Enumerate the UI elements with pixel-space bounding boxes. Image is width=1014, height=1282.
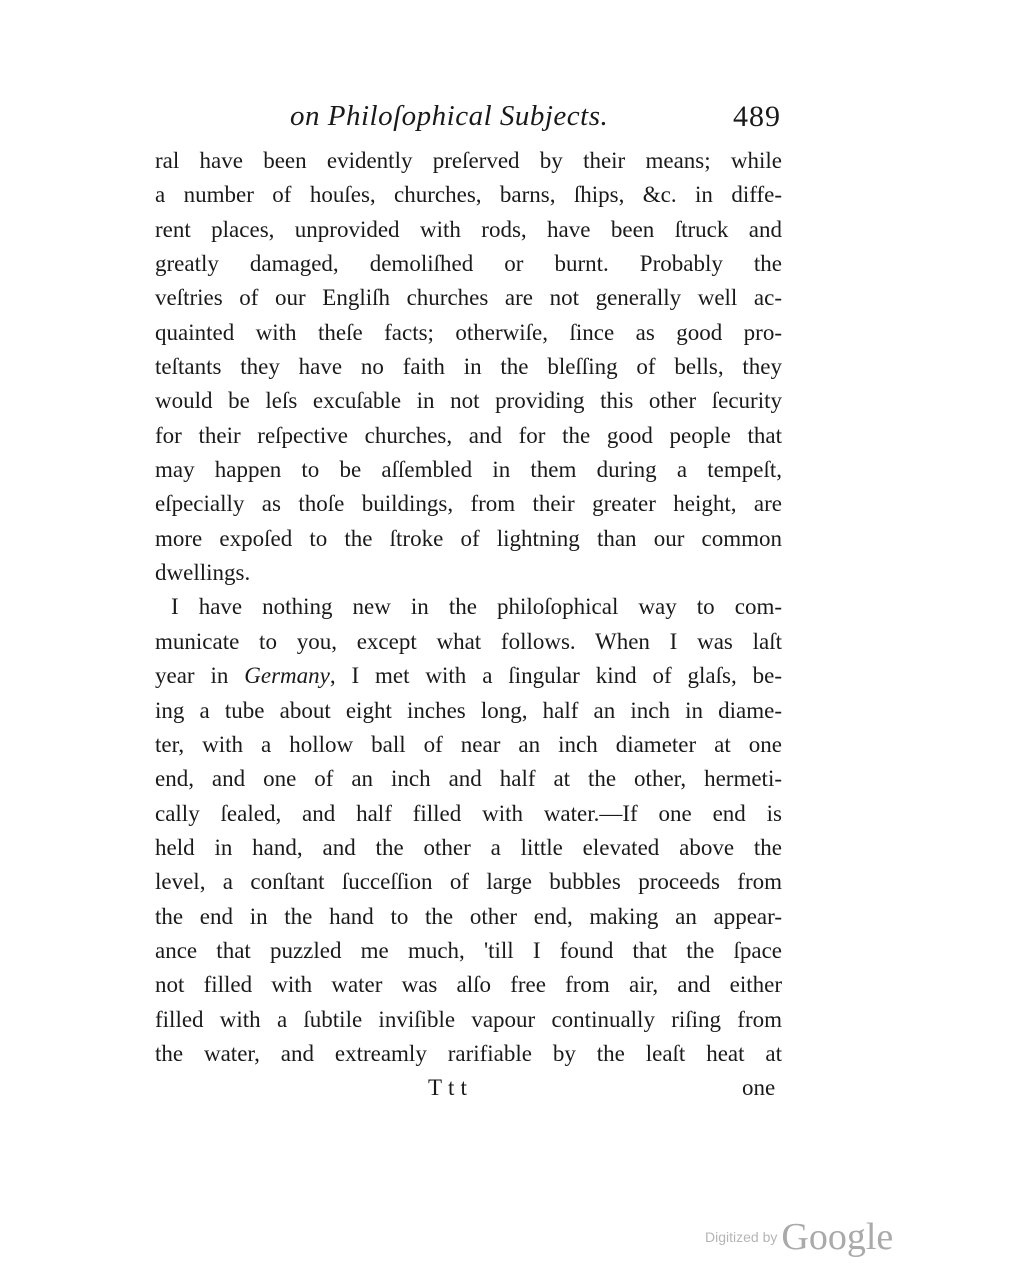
- text-line: not filled with water was alſo free from air, and either: [155, 972, 782, 998]
- digitized-watermark: [705, 1215, 893, 1259]
- text-line: cally ſealed, and half filled with water.—If one end is: [155, 800, 782, 826]
- watermark-prefix: Digitized by: [705, 1229, 778, 1245]
- text-line: veſtries of our Engliſh churches are not generally well ac-: [155, 285, 782, 311]
- text-line: more expoſed to the ſtroke of lightning than our common: [155, 525, 782, 551]
- text-line: the water, and extreamly rarifiable by the leaſt heat at: [155, 1040, 782, 1066]
- google-logo: Google: [781, 1216, 894, 1258]
- paragraph-start-line: I have nothing new in the philoſophical way to com-: [171, 594, 782, 620]
- signature-mark: Ttt: [428, 1075, 473, 1100]
- text-line: greatly damaged, demoliſhed or burnt. Probably the: [155, 251, 782, 277]
- text-segment: , I met with a ſingular kind of glaſs, be-: [329, 663, 782, 689]
- page-number: 489: [733, 100, 781, 133]
- text-line: end, and one of an inch and half at the other, hermeti-: [155, 766, 782, 792]
- text-line: held in hand, and the other a little elevated above the: [155, 834, 782, 860]
- italic-word: Germany: [244, 663, 330, 689]
- text-line: the end in the hand to the other end, making an appear-: [155, 903, 782, 929]
- text-segment: year in: [155, 663, 245, 689]
- running-title: on Philoſophical Subjects.: [290, 100, 609, 132]
- text-line: eſpecially as thoſe buildings, from their greater height, are: [155, 491, 782, 517]
- text-line: rent places, unprovided with rods, have been ſtruck and: [155, 216, 782, 242]
- text-line: dwellings.: [155, 560, 251, 586]
- text-line: ing a tube about eight inches long, half an inch in diame-: [155, 697, 782, 723]
- text-line: teſtants they have no faith in the bleſſing of bells, they: [155, 354, 782, 380]
- text-line: [155, 659, 782, 693]
- text-line: filled with a ſubtile inviſible vapour continually riſing from: [155, 1006, 782, 1032]
- catchword: one: [742, 1075, 776, 1100]
- text-line: level, a conſtant ſucceſſion of large bubbles proceeds from: [155, 869, 782, 895]
- text-line: for their reſpective churches, and for the good people that: [155, 422, 782, 448]
- body-text: [155, 144, 782, 1071]
- text-line: may happen to be aſſembled in them during a tempeſt,: [155, 457, 782, 483]
- text-line: ral have been evidently preſerved by their means; while: [155, 148, 782, 173]
- text-line: would be leſs excuſable in not providing this other ſecurity: [155, 388, 782, 414]
- text-line: quainted with theſe facts; otherwiſe, ſince as good pro-: [155, 319, 782, 345]
- text-line: ance that puzzled me much, 'till I found that the ſpace: [155, 937, 782, 963]
- text-line: ter, with a hollow ball of near an inch diameter at one: [155, 731, 782, 757]
- text-line: a number of houſes, churches, barns, ſhips, &c. in diffe-: [155, 182, 782, 208]
- text-line: municate to you, except what follows. When I was laſt: [155, 628, 782, 654]
